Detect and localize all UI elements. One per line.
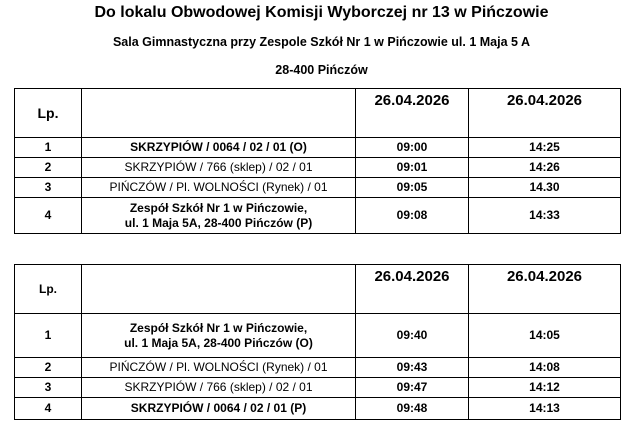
row-time-return: 14:08 xyxy=(469,358,621,378)
row-time-return: 14:05 xyxy=(469,314,621,358)
row-stop-line: Zespół Szkół Nr 1 w Pińczowie, xyxy=(129,200,308,215)
row-time-departure: 09:48 xyxy=(356,398,469,420)
table-row xyxy=(15,358,621,378)
row-stop-line: SKRZYPIÓW / 766 (sklep) / 02 / 01 xyxy=(124,160,313,174)
row-time-return: 14:26 xyxy=(469,158,621,178)
row-lp: 2 xyxy=(15,158,82,178)
table-row xyxy=(15,178,621,198)
header-date-return: 26.04.2026 xyxy=(469,265,621,314)
row-time-departure: 09:01 xyxy=(356,158,469,178)
row-time-departure: 09:47 xyxy=(356,378,469,398)
row-stop-line: PIŃCZÓW / Pl. WOLNOŚCI (Rynek) / 01 xyxy=(109,180,328,194)
row-stop xyxy=(82,198,356,234)
row-time-return: 14:12 xyxy=(469,378,621,398)
schedule-table-return xyxy=(14,264,621,420)
row-time-departure: 09:00 xyxy=(356,138,469,158)
table-row xyxy=(15,378,621,398)
row-stop-line-2: ul. 1 Maja 5A, 28-400 Pińczów (O) xyxy=(124,335,313,350)
row-stop xyxy=(82,398,356,420)
row-stop-line: SKRZYPIÓW / 0064 / 02 / 01 (P) xyxy=(130,401,307,415)
document-title: Do lokalu Obwodowej Komisji Wyborczej nr 13 w Pińczowie xyxy=(94,4,549,21)
header-date-departure: 26.04.2026 xyxy=(356,89,469,138)
table-row xyxy=(15,314,621,358)
header-lp: Lp. xyxy=(15,265,82,314)
row-lp: 4 xyxy=(15,198,82,234)
row-time-departure: 09:05 xyxy=(356,178,469,198)
row-stop xyxy=(82,378,356,398)
row-stop xyxy=(82,178,356,198)
row-time-departure: 09:40 xyxy=(356,314,469,358)
row-stop-line-2: ul. 1 Maja 5A, 28-400 Pińczów (P) xyxy=(124,215,313,230)
row-time-return: 14:33 xyxy=(469,198,621,234)
header-date-return: 26.04.2026 xyxy=(469,89,621,138)
row-time-return: 14:13 xyxy=(469,398,621,420)
table-row xyxy=(15,198,621,234)
row-time-return: 14.30 xyxy=(469,178,621,198)
row-stop-line: PIŃCZÓW / Pl. WOLNOŚCI (Rynek) / 01 xyxy=(109,360,328,374)
row-time-return: 14:25 xyxy=(469,138,621,158)
row-lp: 4 xyxy=(15,398,82,420)
row-stop xyxy=(82,138,356,158)
table-row xyxy=(15,398,621,420)
schedule-table-outbound xyxy=(14,88,621,234)
row-time-departure: 09:08 xyxy=(356,198,469,234)
row-stop-line: SKRZYPIÓW / 0064 / 02 / 01 (O) xyxy=(130,140,307,154)
row-stop xyxy=(82,158,356,178)
document-subtitle: Sala Gimnastyczna przy Zespole Szkół Nr 1 w Pińczowie ul. 1 Maja 5 A xyxy=(112,35,531,49)
row-lp: 1 xyxy=(15,314,82,358)
row-lp: 1 xyxy=(15,138,82,158)
row-time-departure: 09:43 xyxy=(356,358,469,378)
row-stop-line: SKRZYPIÓW / 766 (sklep) / 02 / 01 xyxy=(124,380,313,394)
row-lp: 2 xyxy=(15,358,82,378)
row-lp: 3 xyxy=(15,178,82,198)
row-stop xyxy=(82,358,356,378)
header-stop xyxy=(82,89,356,138)
table-row xyxy=(15,158,621,178)
document-city: 28-400 Pińczów xyxy=(275,63,368,77)
row-stop-line: Zespół Szkół Nr 1 w Pińczowie, xyxy=(129,320,308,335)
row-lp: 3 xyxy=(15,378,82,398)
header-date-departure: 26.04.2026 xyxy=(356,265,469,314)
table-header-row xyxy=(15,265,621,314)
table-header-row xyxy=(15,89,621,138)
table-row xyxy=(15,138,621,158)
row-stop xyxy=(82,314,356,358)
header-stop xyxy=(82,265,356,314)
header-lp: Lp. xyxy=(15,89,82,138)
